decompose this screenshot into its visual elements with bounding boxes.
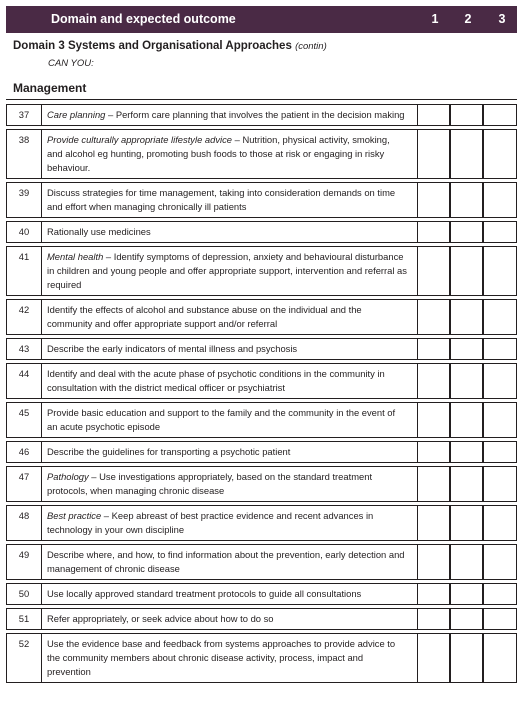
rating-cell-1[interactable]: [417, 338, 450, 360]
header-title: Domain and expected outcome: [51, 12, 236, 26]
item-number: 39: [6, 182, 41, 218]
item-description: [41, 338, 417, 360]
rating-cell-2[interactable]: [450, 246, 483, 296]
item-number: 51: [6, 608, 41, 630]
rating-cell-2[interactable]: [450, 299, 483, 335]
table-row: [6, 246, 517, 296]
table-row: [6, 441, 517, 463]
domain-contin: (contin): [295, 41, 327, 52]
rating-cell-2[interactable]: [450, 441, 483, 463]
item-text: Describe the guidelines for transporting a psychotic patient: [47, 446, 291, 457]
rating-cell-1[interactable]: [417, 363, 450, 399]
item-description: [41, 129, 417, 179]
rating-cell-3[interactable]: [483, 338, 517, 360]
rating-cell-1[interactable]: [417, 129, 450, 179]
item-number: 43: [6, 338, 41, 360]
item-number: 46: [6, 441, 41, 463]
item-number: 45: [6, 402, 41, 438]
rating-cell-1[interactable]: [417, 246, 450, 296]
rating-cell-3[interactable]: [483, 221, 517, 243]
item-description: [41, 505, 417, 541]
item-text: Identify symptoms of depression, anxiety and behavioural disturbance in children and young people and offer appropriate support, intervention and referral as required: [47, 251, 407, 290]
item-text: Keep abreast of best practice evidence and recent advances in technology in your own discipline: [47, 510, 374, 535]
domain-title: Domain 3 Systems and Organisational Approaches: [13, 40, 292, 52]
item-description: [41, 441, 417, 463]
item-lead: Mental health: [47, 251, 104, 262]
rating-cell-3[interactable]: [483, 505, 517, 541]
item-number: 52: [6, 633, 41, 683]
item-text: Rationally use medicines: [47, 226, 151, 237]
column-header-1: 1: [431, 12, 439, 26]
item-number: 38: [6, 129, 41, 179]
rating-cell-1[interactable]: [417, 402, 450, 438]
item-description: [41, 544, 417, 580]
rating-cell-1[interactable]: [417, 466, 450, 502]
item-number: 40: [6, 221, 41, 243]
item-separator: –: [105, 109, 116, 120]
rating-cell-2[interactable]: [450, 633, 483, 683]
rating-cell-1[interactable]: [417, 608, 450, 630]
item-description: [41, 402, 417, 438]
item-description: [41, 583, 417, 605]
item-number: 37: [6, 104, 41, 126]
item-description: [41, 104, 417, 126]
table-row: [6, 466, 517, 502]
table-row: [6, 104, 517, 126]
table-row: [6, 608, 517, 630]
item-number: 47: [6, 466, 41, 502]
rating-cell-2[interactable]: [450, 583, 483, 605]
rating-cell-2[interactable]: [450, 129, 483, 179]
table-row: [6, 363, 517, 399]
item-number: 48: [6, 505, 41, 541]
table-row: [6, 221, 517, 243]
item-text: Use investigations appropriately, based on the standard treatment protocols, when managing chronic disease: [47, 471, 373, 496]
rating-cell-3[interactable]: [483, 608, 517, 630]
item-description: [41, 221, 417, 243]
column-header-2: 2: [464, 12, 472, 26]
rating-cell-2[interactable]: [450, 363, 483, 399]
rating-cell-3[interactable]: [483, 299, 517, 335]
rating-cell-2[interactable]: [450, 505, 483, 541]
item-lead: Best practice: [47, 510, 102, 521]
rating-cell-2[interactable]: [450, 338, 483, 360]
item-description: [41, 363, 417, 399]
item-text: Describe where, and how, to find information about the prevention, early detection and management of chronic disease: [47, 549, 405, 574]
rating-cell-3[interactable]: [483, 441, 517, 463]
item-lead: Provide culturally appropriate lifestyle advice: [47, 134, 232, 145]
outcomes-table: [6, 101, 517, 686]
table-row: [6, 505, 517, 541]
rating-cell-1[interactable]: [417, 104, 450, 126]
rating-cell-3[interactable]: [483, 246, 517, 296]
item-description: [41, 608, 417, 630]
rating-cell-1[interactable]: [417, 544, 450, 580]
rating-cell-2[interactable]: [450, 221, 483, 243]
rating-cell-2[interactable]: [450, 104, 483, 126]
table-row: [6, 182, 517, 218]
item-separator: –: [88, 471, 100, 482]
item-text: Describe the early indicators of mental illness and psychosis: [47, 343, 298, 354]
item-text: Nutrition, physical activity, smoking, and alcohol eg hunting, promoting bush foods to those at risk or engaging in risky behaviour.: [47, 134, 390, 173]
rating-cell-3[interactable]: [483, 583, 517, 605]
item-lead: Pathology: [47, 471, 89, 482]
rating-cell-3[interactable]: [483, 466, 517, 502]
item-number: 44: [6, 363, 41, 399]
rating-cell-1[interactable]: [417, 182, 450, 218]
table-row: [6, 402, 517, 438]
rating-cell-3[interactable]: [483, 182, 517, 218]
table-row: [6, 633, 517, 683]
item-description: [41, 246, 417, 296]
item-text: Use the evidence base and feedback from systems approaches to provide advice to the community members about chronic disease activity, process, impact and prevention: [47, 638, 396, 677]
table-row: [6, 544, 517, 580]
rating-cell-2[interactable]: [450, 466, 483, 502]
rating-cell-2[interactable]: [450, 608, 483, 630]
rating-cell-2[interactable]: [450, 402, 483, 438]
domain-prompt: CAN YOU:: [48, 58, 94, 69]
rating-cell-2[interactable]: [450, 544, 483, 580]
section-divider: [6, 99, 517, 100]
domain-heading: [13, 40, 327, 52]
rating-cell-1[interactable]: [417, 221, 450, 243]
item-number: 49: [6, 544, 41, 580]
table-row: [6, 299, 517, 335]
item-number: 41: [6, 246, 41, 296]
table-header: [6, 6, 517, 33]
item-separator: –: [101, 510, 112, 521]
item-number: 42: [6, 299, 41, 335]
item-text: Discuss strategies for time management, taking into consideration demands on time and effort when managing chronically ill patients: [47, 187, 396, 212]
item-separator: –: [103, 251, 114, 262]
table-row: [6, 129, 517, 179]
rating-cell-1[interactable]: [417, 633, 450, 683]
item-description: [41, 466, 417, 502]
item-lead: Care planning: [47, 109, 106, 120]
item-text: Identify and deal with the acute phase of psychotic conditions in the community in consultation with the district medical officer or psychiatrist: [47, 368, 385, 393]
item-separator: –: [232, 134, 243, 145]
item-description: [41, 633, 417, 683]
rating-cell-2[interactable]: [450, 182, 483, 218]
table-row: [6, 583, 517, 605]
rating-cell-3[interactable]: [483, 402, 517, 438]
section-title: Management: [13, 81, 87, 95]
item-text: Use locally approved standard treatment protocols to guide all consultations: [47, 588, 362, 599]
column-header-3: 3: [498, 12, 506, 26]
item-number: 50: [6, 583, 41, 605]
item-description: [41, 182, 417, 218]
rating-cell-1[interactable]: [417, 299, 450, 335]
item-text: Perform care planning that involves the patient in the decision making: [115, 109, 405, 120]
item-text: Provide basic education and support to the family and the community in the event of an acute psychotic episode: [47, 407, 396, 432]
rating-cell-1[interactable]: [417, 505, 450, 541]
item-text: Refer appropriately, or seek advice about how to do so: [47, 613, 274, 624]
rating-cell-3[interactable]: [483, 129, 517, 179]
rating-cell-1[interactable]: [417, 583, 450, 605]
rating-cell-3[interactable]: [483, 633, 517, 683]
item-description: [41, 299, 417, 335]
rating-cell-3[interactable]: [483, 544, 517, 580]
rating-cell-1[interactable]: [417, 441, 450, 463]
rating-cell-3[interactable]: [483, 363, 517, 399]
item-text: Identify the effects of alcohol and substance abuse on the individual and the community and offer appropriate support and/or referral: [47, 304, 362, 329]
table-row: [6, 338, 517, 360]
rating-cell-3[interactable]: [483, 104, 517, 126]
